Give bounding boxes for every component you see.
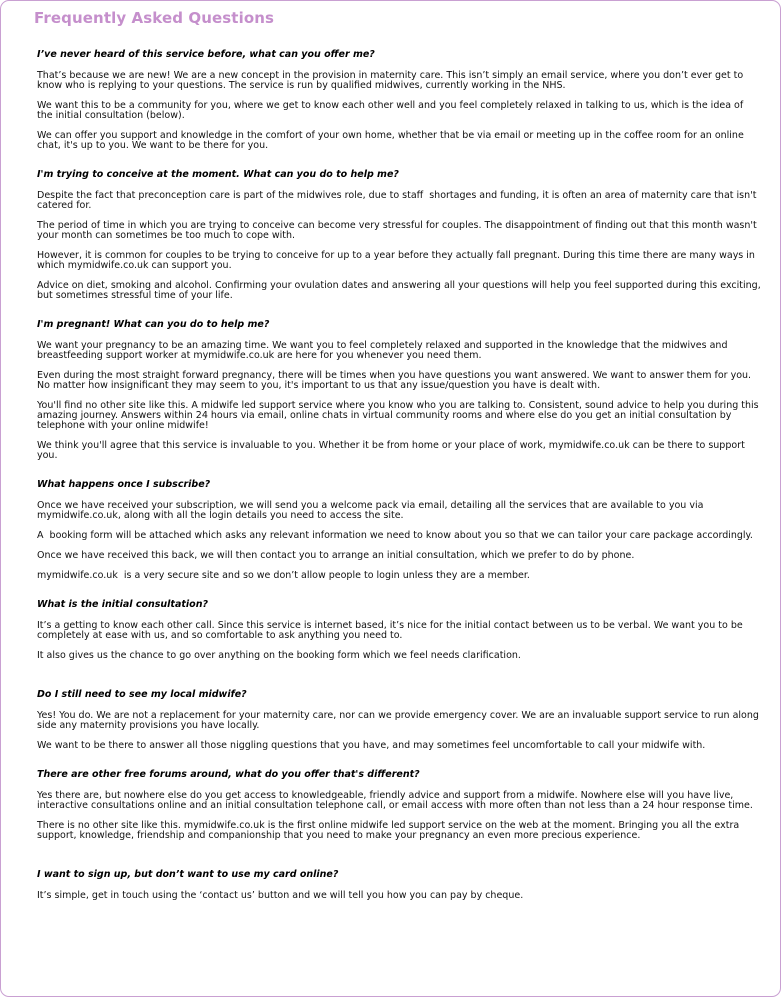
faq-question: I’ve never heard of this service before, what can you offer me?: [37, 49, 375, 60]
faq-item: [37, 599, 761, 661]
faq-item: [37, 319, 761, 461]
faq-answer: However, it is common for couples to be trying to conceive for up to a year before they actually fall pregnant. During this time there are many ways in which mymidwife.co.uk can support you.: [37, 250, 758, 271]
faq-answer: We want to be there to answer all those niggling questions that you have, and may sometimes feel uncomfortable to call your midwife with.: [37, 740, 706, 751]
faq-answer: We want your pregnancy to be an amazing time. We want you to feel completely relaxed and supported in the knowledge that the midwives and breastfeeding support worker at mymidwife.co.uk are here for you whenever you need them.: [37, 340, 731, 361]
faq-answer: A booking form will be attached which asks any relevant information we need to know about you so that we can tailor your care package accordingly.: [37, 530, 753, 541]
faq-item: [37, 169, 764, 301]
faq-answer: That’s because we are new! We are a new concept in the provision in maternity care. This isn’t simply an email service, where you don’t ever get to know who is replying to your questions. The service is run by qualified midwives, currently working in the NHS.: [37, 70, 747, 91]
faq-question: I'm trying to conceive at the moment. What can you do to help me?: [37, 169, 399, 180]
faq-answer: Once we have received your subscription, we will send you a welcome pack via email, detailing all the services that are available to you via mymidwife.co.uk, along with all the login details you need to access the site.: [37, 500, 707, 521]
faq-answer: Yes! You do. We are not a replacement for your maternity care, nor can we provide emergency cover. We are an invaluable support service to run along side any maternity provisions you have locally.: [37, 710, 762, 731]
faq-answer: Even during the most straight forward pregnancy, there will be times when you have questions you want answered. We want to answer them for you. No matter how insignificant they may seem to you, it's important to us that any issue/question you have is dealt with.: [37, 370, 755, 391]
page-title: Frequently Asked Questions: [34, 9, 275, 27]
faq-answer: You'll find no other site like this. A midwife led support service where you know who you are talking to. Consistent, sound advice to help you during this amazing journey. Answers within 24 hours via email, online chats in virtual community rooms and where else do you get an initial consultation by telephone with your online midwife!: [37, 400, 762, 431]
faq-item: [37, 479, 761, 581]
faq-answer: We want this to be a community for you, where we get to know each other well and you feel completely relaxed in talking to us, which is the idea of the initial consultation (below).: [37, 100, 747, 121]
faq-answer: Advice on diet, smoking and alcohol. Confirming your ovulation dates and answering all your questions will help you feel supported during this exciting, but sometimes stressful time of your life.: [37, 280, 764, 301]
faq-question: What happens once I subscribe?: [37, 479, 211, 490]
faq-question: What is the initial consultation?: [37, 599, 208, 610]
faq-answer: Despite the fact that preconception care is part of the midwives role, due to staff shortages and funding, it is often an area of maternity care that isn't catered for.: [37, 190, 760, 211]
faq-answer: Yes there are, but nowhere else do you get access to knowledgeable, friendly advice and support from a midwife. Nowhere else will you have live, interactive consultations online and an initial consultation telephone call, or email access with more often than not less than a 24 hour response time.: [37, 790, 753, 811]
faq-answer: It’s a getting to know each other call. Since this service is internet based, it’s nice for the initial contact between us to be verbal. We want you to be completely at ease with us, and so comfortable to ask anything you need to.: [37, 620, 746, 641]
faq-answer: It’s simple, get in touch using the ‘contact us’ button and we will tell you how you can pay by cheque.: [37, 890, 524, 901]
faq-item: [37, 689, 761, 751]
faq-answer: There is no other site like this. mymidwife.co.uk is the first online midwife led support service on the web at the moment. Bringing you all the extra support, knowledge, friendship and companionship that you need to make your pregnancy an even more precious experience.: [37, 820, 743, 841]
faq-answer: We think you'll agree that this service is invaluable to you. Whether it be from home or your place of work, mymidwife.co.uk can be there to support you.: [37, 440, 748, 461]
faq-answer: mymidwife.co.uk is a very secure site and so we don’t allow people to login unless they are a member.: [37, 570, 530, 581]
faq-question: I'm pregnant! What can you do to help me?: [37, 319, 270, 330]
faq-question: There are other free forums around, what do you offer that's different?: [37, 769, 420, 780]
faq-item: [37, 49, 761, 151]
faq-answer: Once we have received this back, we will then contact you to arrange an initial consultation, which we prefer to do by phone.: [37, 550, 635, 561]
faq-question: Do I still need to see my local midwife?: [37, 689, 247, 700]
faq-item: [37, 769, 761, 841]
faq-answer: We can offer you support and knowledge in the comfort of your own home, whether that be via email or meeting up in the coffee room for an online chat, it's up to you. We want to be there for you.: [37, 130, 747, 151]
faq-question: I want to sign up, but don’t want to use my card online?: [37, 869, 339, 880]
faq-list: [37, 49, 764, 919]
faq-answer: It also gives us the chance to go over anything on the booking form which we feel needs clarification.: [37, 650, 521, 661]
faq-item: [37, 869, 761, 901]
faq-answer: The period of time in which you are trying to conceive can become very stressful for couples. The disappointment of finding out that this month wasn't your month can sometimes be too much to cope with.: [37, 220, 760, 241]
